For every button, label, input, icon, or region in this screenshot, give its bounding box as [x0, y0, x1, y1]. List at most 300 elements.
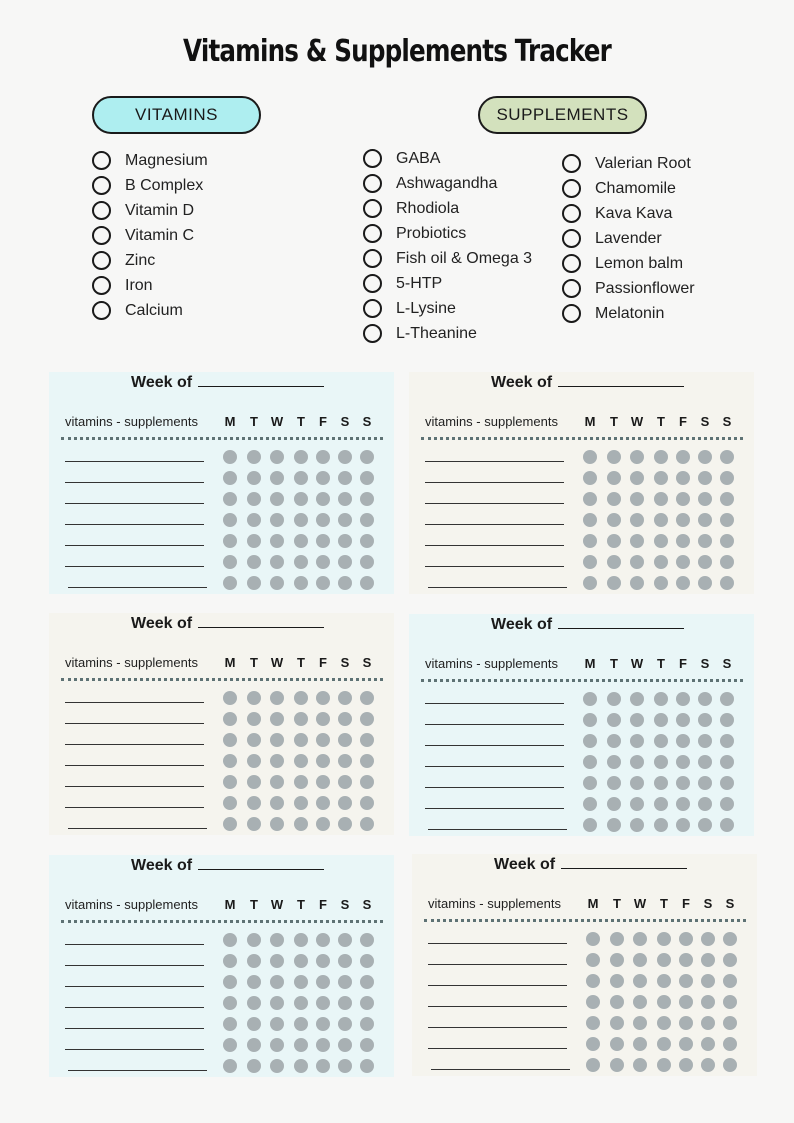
day-check-dot[interactable] [316, 796, 330, 810]
day-check-dot[interactable] [610, 1037, 624, 1051]
day-check-dot[interactable] [630, 555, 644, 569]
day-check-dot[interactable] [338, 817, 352, 831]
day-check-dot[interactable] [698, 713, 712, 727]
day-check-dot[interactable] [630, 534, 644, 548]
day-check-dot[interactable] [720, 797, 734, 811]
checkbox-circle[interactable] [363, 299, 382, 318]
entry-line[interactable] [68, 828, 207, 829]
day-check-dot[interactable] [676, 450, 690, 464]
day-check-dot[interactable] [223, 1017, 237, 1031]
day-check-dot[interactable] [698, 776, 712, 790]
day-check-dot[interactable] [633, 932, 647, 946]
day-check-dot[interactable] [294, 1017, 308, 1031]
day-check-dot[interactable] [676, 797, 690, 811]
day-check-dot[interactable] [294, 712, 308, 726]
day-check-dot[interactable] [720, 818, 734, 832]
day-check-dot[interactable] [360, 555, 374, 569]
day-check-dot[interactable] [676, 534, 690, 548]
checkbox-circle[interactable] [562, 229, 581, 248]
checkbox-circle[interactable] [363, 149, 382, 168]
day-check-dot[interactable] [701, 1016, 715, 1030]
day-check-dot[interactable] [630, 471, 644, 485]
day-check-dot[interactable] [360, 817, 374, 831]
day-check-dot[interactable] [586, 932, 600, 946]
day-check-dot[interactable] [633, 995, 647, 1009]
day-check-dot[interactable] [583, 513, 597, 527]
day-check-dot[interactable] [338, 775, 352, 789]
day-check-dot[interactable] [360, 513, 374, 527]
entry-line[interactable] [425, 766, 564, 767]
day-check-dot[interactable] [338, 555, 352, 569]
entry-line[interactable] [425, 703, 564, 704]
day-check-dot[interactable] [701, 1037, 715, 1051]
day-check-dot[interactable] [607, 734, 621, 748]
checkbox-circle[interactable] [562, 154, 581, 173]
day-check-dot[interactable] [223, 534, 237, 548]
day-check-dot[interactable] [583, 713, 597, 727]
day-check-dot[interactable] [633, 1016, 647, 1030]
day-check-dot[interactable] [247, 513, 261, 527]
day-check-dot[interactable] [610, 1058, 624, 1072]
day-check-dot[interactable] [720, 555, 734, 569]
day-check-dot[interactable] [583, 797, 597, 811]
day-check-dot[interactable] [720, 692, 734, 706]
day-check-dot[interactable] [701, 995, 715, 1009]
day-check-dot[interactable] [583, 534, 597, 548]
day-check-dot[interactable] [698, 450, 712, 464]
day-check-dot[interactable] [223, 817, 237, 831]
day-check-dot[interactable] [247, 996, 261, 1010]
day-check-dot[interactable] [607, 797, 621, 811]
day-check-dot[interactable] [610, 974, 624, 988]
day-check-dot[interactable] [723, 974, 737, 988]
entry-line[interactable] [65, 786, 204, 787]
day-check-dot[interactable] [657, 1058, 671, 1072]
day-check-dot[interactable] [720, 755, 734, 769]
day-check-dot[interactable] [223, 555, 237, 569]
day-check-dot[interactable] [698, 534, 712, 548]
day-check-dot[interactable] [676, 713, 690, 727]
day-check-dot[interactable] [657, 1037, 671, 1051]
entry-line[interactable] [428, 1027, 567, 1028]
day-check-dot[interactable] [698, 755, 712, 769]
day-check-dot[interactable] [654, 797, 668, 811]
day-check-dot[interactable] [360, 534, 374, 548]
day-check-dot[interactable] [270, 555, 284, 569]
entry-line[interactable] [425, 566, 564, 567]
day-check-dot[interactable] [223, 933, 237, 947]
day-check-dot[interactable] [360, 775, 374, 789]
day-check-dot[interactable] [360, 733, 374, 747]
day-check-dot[interactable] [316, 492, 330, 506]
day-check-dot[interactable] [698, 471, 712, 485]
checkbox-circle[interactable] [92, 276, 111, 295]
day-check-dot[interactable] [583, 471, 597, 485]
day-check-dot[interactable] [657, 1016, 671, 1030]
day-check-dot[interactable] [247, 975, 261, 989]
checkbox-circle[interactable] [92, 251, 111, 270]
day-check-dot[interactable] [701, 932, 715, 946]
day-check-dot[interactable] [247, 691, 261, 705]
day-check-dot[interactable] [294, 492, 308, 506]
checkbox-circle[interactable] [363, 199, 382, 218]
entry-line[interactable] [428, 1006, 567, 1007]
day-check-dot[interactable] [360, 492, 374, 506]
day-check-dot[interactable] [586, 1058, 600, 1072]
day-check-dot[interactable] [630, 692, 644, 706]
day-check-dot[interactable] [586, 1037, 600, 1051]
day-check-dot[interactable] [630, 755, 644, 769]
day-check-dot[interactable] [223, 796, 237, 810]
day-check-dot[interactable] [294, 1038, 308, 1052]
day-check-dot[interactable] [270, 576, 284, 590]
day-check-dot[interactable] [720, 534, 734, 548]
day-check-dot[interactable] [338, 691, 352, 705]
day-check-dot[interactable] [657, 932, 671, 946]
day-check-dot[interactable] [294, 754, 308, 768]
day-check-dot[interactable] [270, 691, 284, 705]
day-check-dot[interactable] [270, 492, 284, 506]
day-check-dot[interactable] [607, 713, 621, 727]
checkbox-circle[interactable] [562, 254, 581, 273]
day-check-dot[interactable] [723, 1037, 737, 1051]
day-check-dot[interactable] [223, 1038, 237, 1052]
week-date-blank[interactable] [198, 855, 324, 870]
entry-line[interactable] [425, 745, 564, 746]
day-check-dot[interactable] [676, 734, 690, 748]
day-check-dot[interactable] [247, 954, 261, 968]
day-check-dot[interactable] [676, 776, 690, 790]
entry-line[interactable] [425, 724, 564, 725]
day-check-dot[interactable] [316, 513, 330, 527]
entry-line[interactable] [65, 765, 204, 766]
entry-line[interactable] [425, 808, 564, 809]
day-check-dot[interactable] [247, 1059, 261, 1073]
day-check-dot[interactable] [698, 797, 712, 811]
day-check-dot[interactable] [270, 1017, 284, 1031]
day-check-dot[interactable] [654, 513, 668, 527]
day-check-dot[interactable] [630, 734, 644, 748]
day-check-dot[interactable] [270, 712, 284, 726]
day-check-dot[interactable] [654, 450, 668, 464]
entry-line[interactable] [65, 524, 204, 525]
day-check-dot[interactable] [630, 713, 644, 727]
day-check-dot[interactable] [360, 954, 374, 968]
day-check-dot[interactable] [360, 471, 374, 485]
checkbox-circle[interactable] [92, 301, 111, 320]
day-check-dot[interactable] [360, 691, 374, 705]
day-check-dot[interactable] [723, 1016, 737, 1030]
day-check-dot[interactable] [247, 796, 261, 810]
day-check-dot[interactable] [316, 954, 330, 968]
day-check-dot[interactable] [723, 932, 737, 946]
entry-line[interactable] [65, 482, 204, 483]
day-check-dot[interactable] [316, 534, 330, 548]
day-check-dot[interactable] [294, 933, 308, 947]
day-check-dot[interactable] [654, 755, 668, 769]
day-check-dot[interactable] [270, 975, 284, 989]
day-check-dot[interactable] [338, 1038, 352, 1052]
day-check-dot[interactable] [698, 734, 712, 748]
day-check-dot[interactable] [270, 954, 284, 968]
day-check-dot[interactable] [316, 450, 330, 464]
day-check-dot[interactable] [360, 996, 374, 1010]
day-check-dot[interactable] [223, 712, 237, 726]
day-check-dot[interactable] [679, 953, 693, 967]
day-check-dot[interactable] [607, 555, 621, 569]
day-check-dot[interactable] [676, 513, 690, 527]
day-check-dot[interactable] [338, 492, 352, 506]
day-check-dot[interactable] [338, 1059, 352, 1073]
day-check-dot[interactable] [223, 513, 237, 527]
day-check-dot[interactable] [247, 1017, 261, 1031]
day-check-dot[interactable] [223, 975, 237, 989]
entry-line[interactable] [428, 829, 567, 830]
day-check-dot[interactable] [247, 712, 261, 726]
day-check-dot[interactable] [294, 576, 308, 590]
day-check-dot[interactable] [316, 1038, 330, 1052]
checkbox-circle[interactable] [562, 304, 581, 323]
checkbox-circle[interactable] [92, 226, 111, 245]
day-check-dot[interactable] [223, 691, 237, 705]
entry-line[interactable] [65, 503, 204, 504]
day-check-dot[interactable] [316, 576, 330, 590]
day-check-dot[interactable] [723, 995, 737, 1009]
day-check-dot[interactable] [583, 818, 597, 832]
week-date-blank[interactable] [561, 854, 687, 869]
day-check-dot[interactable] [698, 692, 712, 706]
day-check-dot[interactable] [316, 975, 330, 989]
day-check-dot[interactable] [676, 471, 690, 485]
checkbox-circle[interactable] [562, 179, 581, 198]
checkbox-circle[interactable] [92, 176, 111, 195]
checkbox-circle[interactable] [92, 151, 111, 170]
day-check-dot[interactable] [654, 555, 668, 569]
day-check-dot[interactable] [270, 996, 284, 1010]
day-check-dot[interactable] [247, 471, 261, 485]
day-check-dot[interactable] [679, 974, 693, 988]
day-check-dot[interactable] [360, 712, 374, 726]
day-check-dot[interactable] [360, 975, 374, 989]
day-check-dot[interactable] [679, 932, 693, 946]
day-check-dot[interactable] [247, 555, 261, 569]
week-date-blank[interactable] [558, 372, 684, 387]
day-check-dot[interactable] [338, 450, 352, 464]
day-check-dot[interactable] [583, 450, 597, 464]
day-check-dot[interactable] [338, 954, 352, 968]
entry-line[interactable] [65, 944, 204, 945]
entry-line[interactable] [65, 1028, 204, 1029]
week-date-blank[interactable] [558, 614, 684, 629]
day-check-dot[interactable] [607, 776, 621, 790]
day-check-dot[interactable] [316, 733, 330, 747]
day-check-dot[interactable] [654, 534, 668, 548]
day-check-dot[interactable] [223, 450, 237, 464]
day-check-dot[interactable] [630, 450, 644, 464]
day-check-dot[interactable] [630, 513, 644, 527]
day-check-dot[interactable] [316, 775, 330, 789]
day-check-dot[interactable] [338, 933, 352, 947]
day-check-dot[interactable] [720, 713, 734, 727]
day-check-dot[interactable] [270, 817, 284, 831]
day-check-dot[interactable] [586, 1016, 600, 1030]
entry-line[interactable] [428, 985, 567, 986]
checkbox-circle[interactable] [92, 201, 111, 220]
day-check-dot[interactable] [223, 576, 237, 590]
day-check-dot[interactable] [701, 1058, 715, 1072]
day-check-dot[interactable] [247, 754, 261, 768]
day-check-dot[interactable] [294, 555, 308, 569]
day-check-dot[interactable] [247, 775, 261, 789]
day-check-dot[interactable] [223, 996, 237, 1010]
day-check-dot[interactable] [720, 776, 734, 790]
checkbox-circle[interactable] [562, 204, 581, 223]
day-check-dot[interactable] [338, 471, 352, 485]
day-check-dot[interactable] [633, 1037, 647, 1051]
day-check-dot[interactable] [630, 576, 644, 590]
day-check-dot[interactable] [607, 471, 621, 485]
entry-line[interactable] [68, 1070, 207, 1071]
week-date-blank[interactable] [198, 372, 324, 387]
day-check-dot[interactable] [679, 1037, 693, 1051]
checkbox-circle[interactable] [363, 274, 382, 293]
day-check-dot[interactable] [223, 1059, 237, 1073]
day-check-dot[interactable] [247, 933, 261, 947]
day-check-dot[interactable] [607, 692, 621, 706]
day-check-dot[interactable] [607, 534, 621, 548]
day-check-dot[interactable] [583, 734, 597, 748]
checkbox-circle[interactable] [562, 279, 581, 298]
day-check-dot[interactable] [633, 1058, 647, 1072]
entry-line[interactable] [65, 545, 204, 546]
day-check-dot[interactable] [630, 492, 644, 506]
day-check-dot[interactable] [247, 817, 261, 831]
day-check-dot[interactable] [720, 492, 734, 506]
day-check-dot[interactable] [294, 534, 308, 548]
day-check-dot[interactable] [270, 775, 284, 789]
entry-line[interactable] [65, 1007, 204, 1008]
day-check-dot[interactable] [720, 734, 734, 748]
day-check-dot[interactable] [338, 513, 352, 527]
day-check-dot[interactable] [360, 1017, 374, 1031]
day-check-dot[interactable] [610, 932, 624, 946]
day-check-dot[interactable] [676, 755, 690, 769]
entry-line[interactable] [65, 723, 204, 724]
day-check-dot[interactable] [270, 513, 284, 527]
day-check-dot[interactable] [654, 776, 668, 790]
day-check-dot[interactable] [723, 1058, 737, 1072]
week-date-blank[interactable] [198, 613, 324, 628]
day-check-dot[interactable] [607, 492, 621, 506]
day-check-dot[interactable] [679, 1016, 693, 1030]
day-check-dot[interactable] [270, 796, 284, 810]
day-check-dot[interactable] [294, 775, 308, 789]
day-check-dot[interactable] [294, 954, 308, 968]
day-check-dot[interactable] [360, 1059, 374, 1073]
day-check-dot[interactable] [294, 817, 308, 831]
day-check-dot[interactable] [607, 818, 621, 832]
day-check-dot[interactable] [698, 818, 712, 832]
day-check-dot[interactable] [338, 576, 352, 590]
day-check-dot[interactable] [610, 953, 624, 967]
day-check-dot[interactable] [270, 1059, 284, 1073]
day-check-dot[interactable] [657, 974, 671, 988]
entry-line[interactable] [65, 986, 204, 987]
entry-line[interactable] [425, 524, 564, 525]
day-check-dot[interactable] [657, 995, 671, 1009]
day-check-dot[interactable] [294, 691, 308, 705]
day-check-dot[interactable] [720, 576, 734, 590]
entry-line[interactable] [65, 461, 204, 462]
day-check-dot[interactable] [610, 995, 624, 1009]
day-check-dot[interactable] [270, 754, 284, 768]
day-check-dot[interactable] [583, 755, 597, 769]
day-check-dot[interactable] [316, 555, 330, 569]
day-check-dot[interactable] [316, 933, 330, 947]
day-check-dot[interactable] [720, 513, 734, 527]
day-check-dot[interactable] [316, 712, 330, 726]
day-check-dot[interactable] [676, 555, 690, 569]
entry-line[interactable] [428, 1048, 567, 1049]
entry-line[interactable] [65, 566, 204, 567]
day-check-dot[interactable] [223, 754, 237, 768]
day-check-dot[interactable] [657, 953, 671, 967]
day-check-dot[interactable] [294, 733, 308, 747]
day-check-dot[interactable] [316, 1017, 330, 1031]
day-check-dot[interactable] [316, 471, 330, 485]
day-check-dot[interactable] [247, 733, 261, 747]
entry-line[interactable] [425, 787, 564, 788]
day-check-dot[interactable] [316, 1059, 330, 1073]
day-check-dot[interactable] [270, 450, 284, 464]
day-check-dot[interactable] [338, 534, 352, 548]
day-check-dot[interactable] [633, 974, 647, 988]
entry-line[interactable] [425, 461, 564, 462]
day-check-dot[interactable] [583, 555, 597, 569]
day-check-dot[interactable] [583, 492, 597, 506]
day-check-dot[interactable] [586, 953, 600, 967]
day-check-dot[interactable] [654, 818, 668, 832]
day-check-dot[interactable] [698, 555, 712, 569]
checkbox-circle[interactable] [363, 249, 382, 268]
day-check-dot[interactable] [247, 576, 261, 590]
day-check-dot[interactable] [270, 933, 284, 947]
day-check-dot[interactable] [654, 734, 668, 748]
day-check-dot[interactable] [676, 576, 690, 590]
day-check-dot[interactable] [607, 513, 621, 527]
day-check-dot[interactable] [654, 471, 668, 485]
day-check-dot[interactable] [586, 974, 600, 988]
entry-line[interactable] [425, 545, 564, 546]
day-check-dot[interactable] [586, 995, 600, 1009]
day-check-dot[interactable] [698, 576, 712, 590]
day-check-dot[interactable] [360, 576, 374, 590]
day-check-dot[interactable] [247, 492, 261, 506]
entry-line[interactable] [425, 503, 564, 504]
day-check-dot[interactable] [338, 712, 352, 726]
day-check-dot[interactable] [338, 754, 352, 768]
day-check-dot[interactable] [676, 818, 690, 832]
day-check-dot[interactable] [610, 1016, 624, 1030]
day-check-dot[interactable] [701, 953, 715, 967]
entry-line[interactable] [65, 702, 204, 703]
checkbox-circle[interactable] [363, 224, 382, 243]
day-check-dot[interactable] [223, 733, 237, 747]
day-check-dot[interactable] [607, 755, 621, 769]
day-check-dot[interactable] [360, 754, 374, 768]
entry-line[interactable] [65, 965, 204, 966]
day-check-dot[interactable] [270, 1038, 284, 1052]
